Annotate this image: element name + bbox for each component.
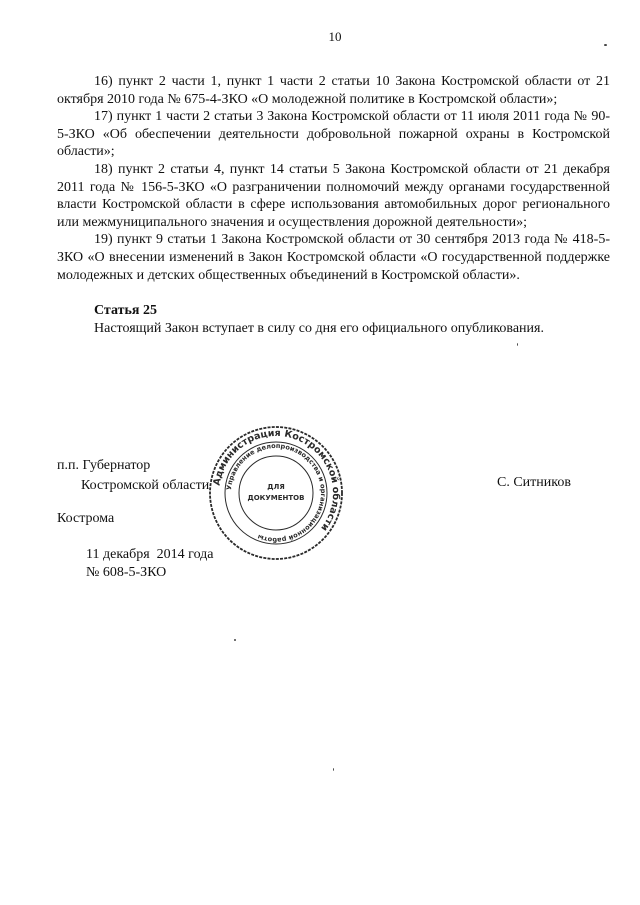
stamp-inner-ring — [239, 456, 313, 530]
scan-speck — [333, 768, 334, 771]
law-number: № 608-5-ЗКО — [86, 565, 167, 580]
stamp-center-line1: ДЛЯ — [267, 483, 285, 491]
document-body — [57, 73, 610, 337]
signatory-name: С. Ситников — [497, 475, 571, 490]
scan-speck — [234, 639, 236, 641]
signature-region: Костромской области — [81, 478, 210, 493]
stamp-inner-text: Управление делопроизводства и организационной работы — [225, 441, 328, 545]
city-name: Кострома — [57, 511, 115, 526]
date-block — [86, 546, 214, 582]
page-number: 10 — [328, 29, 342, 44]
article-title: Статья 25 — [94, 303, 157, 319]
list-item-19: 19) пункт 9 статьи 1 Закона Костромской области от 30 сентября 2013 года № 418-5-ЗКО «О внесении изменений в Закон Костромской области «О государственной поддержке молодежных и детских общественных объединений в Костромской области». — [57, 232, 610, 283]
list-item-18: 18) пункт 2 статьи 4, пункт 14 статьи 5 Закона Костромской области от 21 декабря 2011 года № 156-5-ЗКО «О разграничении полномочий между органами государственной власти Костромской области в сфере использования автомобильных дорог регионального или межмуниципального значения и осуществления дорожной деятельности»; — [57, 161, 610, 230]
scan-speck — [517, 343, 518, 346]
stamp-outer-text: Администрация Костромской области — [211, 427, 342, 534]
list-item-17: 17) пункт 1 части 2 статьи 3 Закона Костромской области от 11 июля 2011 года № 90-5-ЗКО «Об обеспечении деятельности добровольной пожарной охраны в Костромской области»; — [57, 109, 610, 160]
official-stamp — [208, 425, 344, 561]
list-item-16: 16) пункт 2 части 1, пункт 1 части 2 статьи 10 Закона Костромской области от 21 октября 2010 года № 675-4-ЗКО «О молодежной политике в Костромской области»; — [57, 74, 610, 107]
article-text: Настоящий Закон вступает в силу со дня его официального опубликования. — [94, 320, 544, 336]
signing-date: 11 декабря 2014 года — [86, 547, 214, 562]
stamp-center-line2: ДОКУМЕНТОВ — [247, 494, 305, 502]
signature-title: п.п. Губернатор — [57, 458, 151, 473]
signature-block — [57, 456, 209, 496]
scan-speck — [604, 44, 607, 46]
article-25 — [57, 302, 610, 337]
